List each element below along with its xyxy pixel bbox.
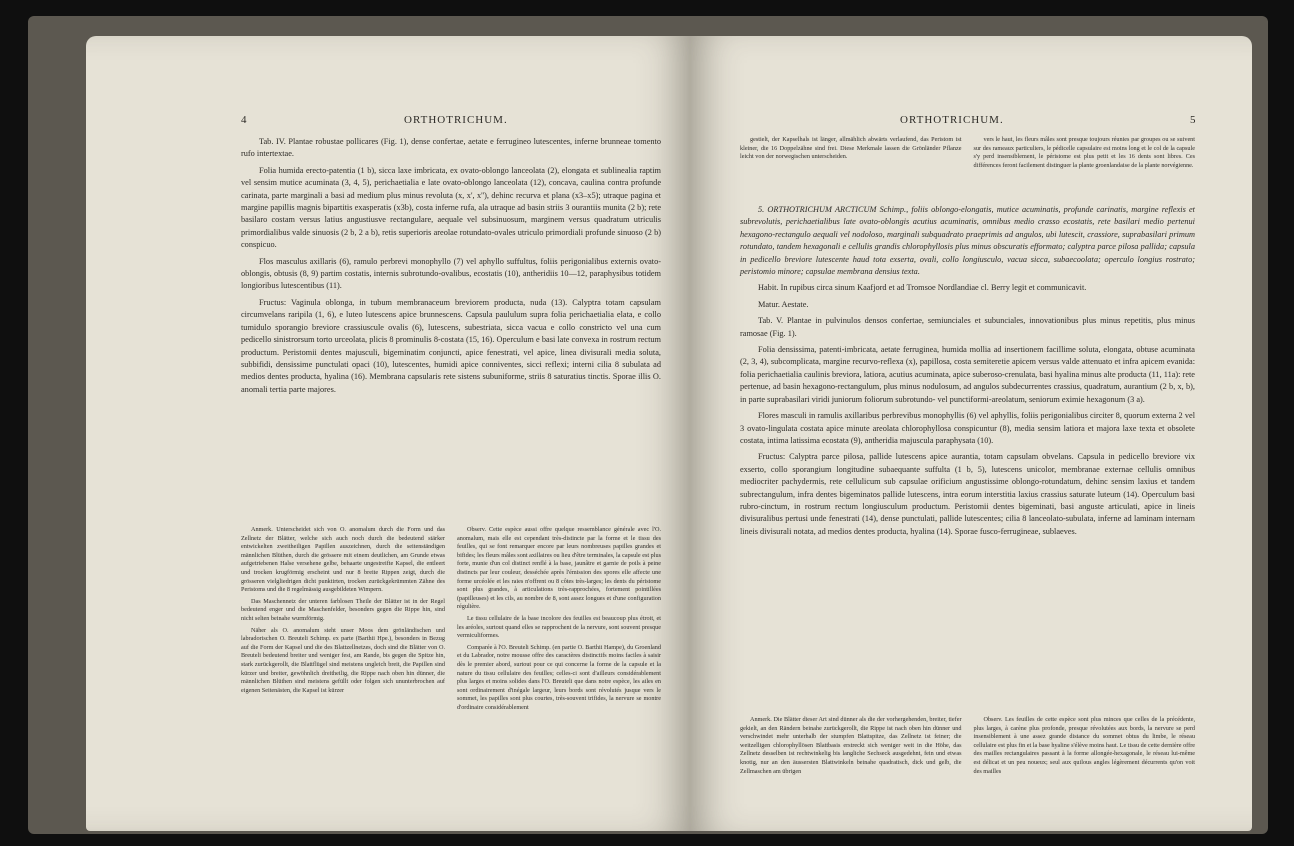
paragraph-habit: Habit. In rupibus circa sinum Kaafjord et ad Tromsoe Nordlandiae cl. Berry legit et communicavit. — [758, 283, 1087, 293]
left-page — [86, 36, 690, 831]
notes-columns — [241, 526, 661, 826]
top-notes — [740, 136, 1195, 173]
paragraph-fructus: Fructus: Calyptra parce pilosa, pallide lutescens apice aurantia, totam capsulam obvelans. Capsula in pedicello breviore vix exserto, collo sporangium longitudine subaequante suffulta (1 b, 5), lutescens unicolor, membranae externae cellulis omnibus mediocriter pachydermis, rete cellulicum sub capsulae orificium angustissime oblongo-rotundatum, dehinc sensim laxius et tandem subrectangulum, infra dentes bigeminatos pallide lutescens, intra eorum interstitia laxius crassius saturate luteum (14). Operculum basi rubro-cinctum, in rostrum rectum longiusculum productum. Peristomii dentes bigeminati, basi anguste articulati, apice in lineis divisuralibus pertusi unde fenestrati (14), dense punctulati, pallide lutescentes; cilia 8 lanceolato-subulata, inferne ad laminam internam lineis divisurali notata, ad medios dentes producta, hyalina (14). Sporae fusco-ferrugineae, sublaeves. — [740, 452, 1195, 536]
book-spread — [28, 16, 1268, 834]
paragraph-flores: Flores masculi in ramulis axillaribus perbrevibus monophyllis (6) vel aphyllis, foliis perigonialibus circiter 8, quorum externa 2 vel 3 ovato-lingulata costata apice minute areolata chlorophyllosa conspicuntur (8), media sensim latiora et majora laxe texta et obsolete costata, intima latissima ecostata (9), antheridia majuscula paraphysata (10). — [740, 411, 1195, 445]
page-number: 5 — [1190, 114, 1196, 126]
paragraph-flos: Flos masculus axillaris (6), ramulo perbrevi monophyllo (7) vel aphyllo suffultus, foliis perigonialibus externis ovato-oblongis, obtusis (8, 9) partim costatis, internis subrotundo-ovalibus, ecostatis (10), antheridiis 10—12, paraphysibus totidem longioribus lutescentibus (11). — [241, 256, 661, 291]
note-paragraph: Näher als O. anomalum steht unser Moos dem grönländischen und labradorischen O. Breuteli Schimp. ex parte (Barthii Hpe.), besonders in Bezug auf die Form der Kapsel und die des Blattzellnetzes, doch sind die Blätter von O. Breuteli bedeutend breiter und weniger fest, am Rande, bis gegen die Spitze hin, stark zurückgerollt, die Blattflügel sind meistens ungleich breit, die Papillen sind kürzer und breiter, gewöhnlich dreitheilig, die Rippe nach oben hin dünner, die männlichen Blüthen sind meistens gefüllt oder folgen sich ununterbrochen auf eigenen Seitenästen, die Kapsel ist kürzer — [241, 626, 445, 694]
paragraph-folia: Folia humida erecto-patentia (1 b), sicca laxe imbricata, ex ovato-oblongo lanceolata (2), elongata et sublinealia raptim vel sensim mutice acuminata (3, 4, 5), perichaetialia e late ovato-oblongo lanceolata (12), concava, caulina contra profunde carinata, parte marginali a basi ad medium plus minus revoluta (x, x', x''), dehinc recurva et plana (x3–x5); utraque pagina et margine papillis magnis bipartitis exasperatis (x3b), costa inferne rufa, ala utraque ad basin striis 3 ourantiis munita (2 b); rete basilaro costam versus latius angustiusve rectangulare, aequale vel subsinuosum, marginem versus quadratum utriculis primordialibus valde sinuosis (2 b, 2 a b), retis superioris areolae rotundato-ovales utriculo primordiali profunde sinuoso (2 b) conspicuo. — [241, 165, 661, 250]
note-paragraph: vers le haut, les fleurs mâles sont presque toujours réunies par groupes ou se suivent sur des rameaux particuliers, le pédicelle capsulaire est moins long et le col de la capsule s'y perd insensiblement, le péristome est plus petit et les 16 dents sont libres. Ces différences feront facilement distinguer la plante groenlandaise de la plante norvégienne. — [973, 136, 1195, 169]
paragraph-folia: Folia densissima, patenti-imbricata, aetate ferruginea, humida mollia ad insertionem facillime soluta, elongata, obtuse acuminata (2, 3, 4), subcomplicata, margine recurvo-reflexa (x), papillosa, costa semiteretie apicem versus valde attenuato et infra apicem evanida: folia perichaetialia caulinis breviora, latiora, acutius acuminata, apice suberoso-crenulata, basi hyalina minus alte producta (11, 11a): rete pertenue, ad basin hexagono-rectangulum, plus minus nodulosum, ad angulos subdecurrentes crassius, quadratum, aurantium (2 b, x, b), in parte suprabasilari viridi juniorum foliorum subrotundo- vel punctiformi-areolatum, seniorum eximie hexagonum (3 a). — [740, 345, 1195, 404]
note-german-continued — [740, 136, 962, 173]
note-paragraph: gestielt, der Kapselhals ist länger, allmählich abwärts verlaufend, das Peristom ist kleiner, die 16 Doppelzähne sind frei. Diese Merkmale lassen die Grönländer Pflanze leicht von der norwegischen unterscheiden. — [740, 136, 962, 161]
note-paragraph: Comparée à l'O. Breuteli Schimp. (en partie O. Barthii Hampe), du Groenland et du Labrador, notre mousse offre des caractères distinctifs moins faciles à saisir dès le premier abord, surtout pour ce qui concerne la forme de la capsule et la nature du tissu cellulaire des feuilles; celles-ci sont d'ailleurs considérablement plus larges et moins solides dans l'O. Breuteli que dans notre espèce, les ailes en sont ordinairement d'inégale largeur, leurs bords sont révolutés jusque vers le sommet, les papilles sont plus courtes, très-souvent trifides, la nervure se montre d'ordinaire considérablement — [457, 643, 661, 711]
note-french-continued — [974, 136, 1196, 173]
note-paragraph: Observ. Les feuilles de cette espèce sont plus minces que celles de la précédente, plus larges, à carène plus profonde, presque révolutées aux bords, la nervure se perd insensiblement à une assez grande distance du sommet obtus du limbe, le réseau cellulaire est plus fin et la base hyaline s'élève moins haut. Le tissu de cette dernière offre des mailles rectangulaires passant à la forme allongée-hexagonale, le réseau lui-même est délicat et un peu noueux; seul aux quilous angles légèrement décurrents qu'on voit des mailles — [973, 716, 1195, 775]
paragraph-fructus: Fructus: Vaginula oblonga, in tubum membranaceum breviorem producta, nuda (13). Calyptra totam capsulam circumvelans raripila (1, 6), e luteo lutescens apice brunnescens. Capsula paululum supra folia perichaetialia elata, e collo tumidulo sporangio breviore crassiuscule ovalis (6), lutescens, subestriata, sicca vacua e collo constricto vel una cum pedicello sinistrorsum torto urceolata, plicis 8 prominulis 8-costata (15, 16). Operculum e basi late convexa in rostrum rectum productum. Peristomii dentes majusculi, bigeminatim conjuncti, apice fenestrati, vel apice, linea divisurali media soluta, subbifidi, densissime punctulati opaci (10), lutescentes, humidi apice conniventes, sicci reflexi; interni cilia 8 subulata ad medios dentes producta, hyalina (16). Membrana capsularis rete sistens subuniforme, striis 8 saturatius tinctis. Sporae illis O. anomali tertia parte majores. — [241, 297, 661, 394]
running-head: ORTHOTRICHUM. — [900, 114, 1004, 126]
note-german — [740, 716, 962, 826]
species-heading: 5. ORTHOTRICHUM ARCTICUM Schimp., foliis oblongo-elongatis, mutice acuminatis, profunde carinatis, margine reflexis et subrevolutis, perichaetialibus late ovato-oblongis acutius acuminatis, omnibus medio crasso ecostatis, rete basilari medio pertenui hexagono-rectangulo aequali vel nodoloso, marginali subquadrato praeprimis ad angulos, ubi lutescit, crassiore, suprabasilari primum rotundato, tandem hexagonali e cellulis grandis chlorophyllosis plus minus obscuratis efformato; calyptra parce pilosa pallida; capsula in pedicello breviore lutescente haud tota exserta, ovali, collo longiusculo, vacua sicca, subaecoolata; operculo longius rostrato; peristomio minore; capsulae membrana densius texta. — [740, 205, 1195, 277]
bottom-notes — [740, 716, 1195, 826]
main-text — [740, 204, 1195, 542]
note-paragraph: Anmerk. Die Blätter dieser Art sind dünner als die der vorhergehenden, breiter, tiefer gekielt, an den Rändern beinahe zurückgerollt, die Rippe ist nach oben hin dünner und verschwindet mehr unterhalb der stumpfen Blattspitze, das Zellnetz ist feiner; die weitzelligen chlorophyllösen Blattbasis erstreckt sich weniger weit in die Höhe, das Zellnetz desselben ist rechtwinkelig bis langliche Sechseck ausgedehnt, fein und etwas knotig, nur an den äussersten Blattwinkeln beinahe quadratisch, dick und gelb, die Zellmaschen am übrigen — [740, 716, 962, 775]
running-head: ORTHOTRICHUM. — [404, 114, 508, 126]
note-french — [974, 716, 1196, 826]
paragraph-tab: Tab. V. Plantae in pulvinulos densos confertae, semiunciales et subunciales, innovationibus plus minus repetitis, plus minus ramosae (Fig. 1). — [740, 316, 1195, 338]
note-paragraph: Le tissu cellulaire de la base incolore des feuilles est beaucoup plus étroit, et les aréoles, surtout quand elles se rapprochent de la nervure, sont souvent presque vermiculiformes. — [457, 614, 661, 640]
note-paragraph: Das Maschennetz der unteren farblosen Theile der Blätter ist in der Regel bedeutend enger und die Maschenfelder, besonders gegen die Rippe hin, sind nicht selten beinahe wurmförmig. — [241, 597, 445, 622]
note-paragraph: Observ. Cette espèce aussi offre quelque ressemblance générale avec l'O. anomalum, mais elle est cependant très-distincte par la forme et le tissu des feuilles, qui se font remarquer encore par leurs nombreuses papilles grandes et bifides; les fleurs mâles sont axillaires ou lieu d'être terminales, la capsule est plus forte, munie d'un col distinct renflé à la base, jaunâtre et garnie de poils à peine distincts par leur couleur, desséchée après l'émission des spores elle affecte une forme urcéolée et les raies n'offrent ou 8 côtes très-larges; les dents du péristome sont plus grandes, à articulations très-rapprochées, fortement pointillées (papilleuses) et les cils, au nombre de 8, sont assez longues et d'une configuration régulière. — [457, 526, 661, 611]
paragraph-tab: Tab. IV. Plantae robustae pollicares (Fig. 1), dense confertae, aetate e ferrugineo lutescentes, inferne brunneae tomento rufo intertextae. — [241, 137, 661, 159]
note-french — [457, 526, 661, 826]
page-number: 4 — [241, 114, 247, 126]
note-german — [241, 526, 445, 826]
right-page — [690, 36, 1252, 831]
paragraph-matur: Matur. Aestate. — [758, 299, 809, 309]
note-paragraph: Anmerk. Unterscheidet sich von O. anomalum durch die Form und das Zellnetz der Blätter, welche sich auch noch durch die bedeutend stärker entwickelten zweitheiligen Papillen auszeichnen, durch die seitenständigen männlichen Blüthen, durch die grössere mit einem deutlichen, am Grunde etwas aufgetriebenen Halse versehene gelbe, behaarte ungestreifte Kapsel, die entleert und trocken krugförmig erscheint und nur 8 breite Rippen zeigt, durch die grösseren vielgliedrigen dicht punktirten, trocken zurückgekrümmten Zähne des Peristoms und die 8 regelmässig ausgebildeten Wimpern. — [241, 526, 445, 594]
main-text — [241, 136, 661, 400]
